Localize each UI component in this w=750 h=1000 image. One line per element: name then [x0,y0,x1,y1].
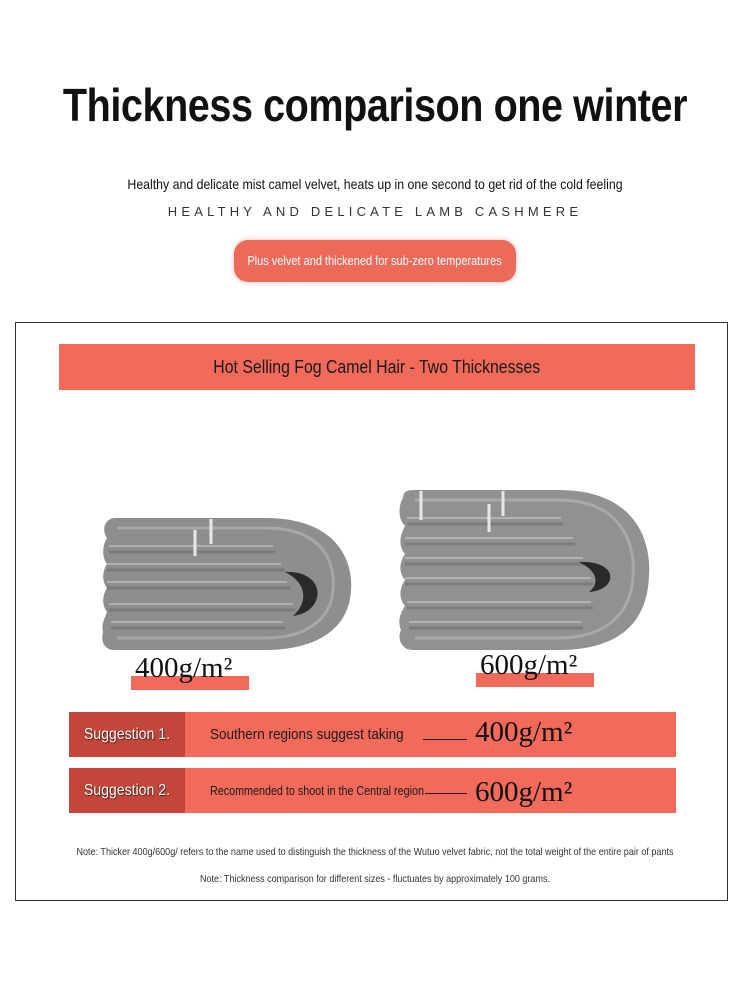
fabric-600-image [393,480,653,660]
page-title: Thickness comparison one winter [62,79,688,131]
fabric-400-image [95,500,355,660]
comparison-banner [59,344,695,390]
weight-label-400: 400g/m² [135,652,233,684]
suggestion-tag-1-label: Suggestion 1. [83,725,171,743]
footnote-1: Note: Thicker 400g/600g/ refers to the name used to distinguish the thickness of the Wutuo velvet fabric, not the total weight of the entire pair of pants [76,846,674,858]
feature-pill-label: Plus velvet and thickened for sub-zero temperatures [247,254,503,268]
footnote-2: Note: Thickness comparison for different sizes - fluctuates by approximately 100 grams. [200,873,550,885]
suggestion-weight-2: 600g/m² [475,776,573,808]
spaced-caption: HEALTHY AND DELICATE LAMB CASHMERE [167,204,583,219]
suggestion-connector-2 [425,793,467,794]
suggestion-row-2 [69,768,676,813]
suggestion-connector-1 [423,739,467,740]
suggestion-text-2: Recommended to shoot in the Central region [210,783,424,798]
feature-pill [234,240,516,282]
suggestion-tag-1 [69,712,185,757]
suggestion-row-1 [69,712,676,757]
suggestion-weight-1: 400g/m² [475,716,573,748]
subtitle: Healthy and delicate mist camel velvet, heats up in one second to get rid of the cold feeling [127,176,623,192]
suggestion-tag-2 [69,768,185,813]
suggestion-tag-2-label: Suggestion 2. [83,781,171,799]
comparison-banner-label: Hot Selling Fog Camel Hair - Two Thicknesses [213,356,541,377]
weight-label-600: 600g/m² [480,649,578,681]
suggestion-text-1: Southern regions suggest taking [210,726,404,743]
